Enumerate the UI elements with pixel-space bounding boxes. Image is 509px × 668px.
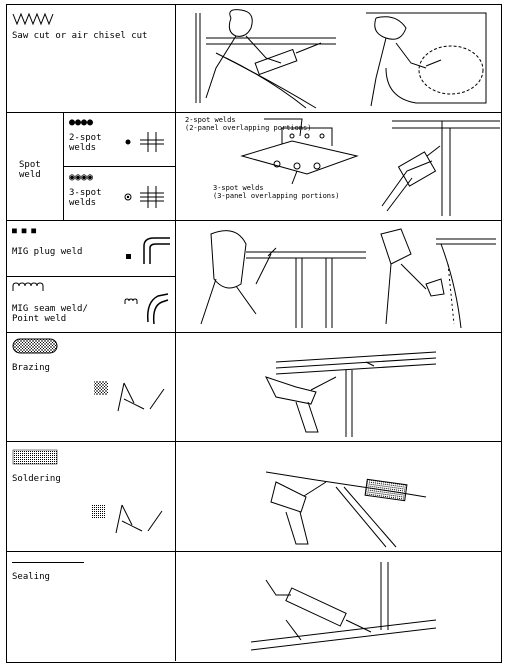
three-spot-callout: 3-spot welds (3-panel overlapping portions) bbox=[213, 184, 340, 200]
mig-subrow-divider bbox=[6, 276, 175, 277]
two-spot-label: 2-spot welds bbox=[69, 133, 102, 153]
mig-plug-label: MIG plug weld bbox=[12, 247, 83, 257]
saw-cut-label: Saw cut or air chisel cut bbox=[12, 31, 148, 41]
soldering-illustration bbox=[256, 452, 436, 547]
seam-weld-symbol-icon bbox=[12, 282, 44, 292]
three-spot-label: 3-spot welds bbox=[69, 188, 102, 208]
plug-weld-symbol: ■ ■ ■ bbox=[12, 226, 37, 235]
two-spot-symbol: ●●●● bbox=[69, 117, 94, 128]
soldering-symbol-icon bbox=[12, 449, 58, 465]
three-spot-diagram-icon bbox=[124, 184, 168, 210]
brazing-label: Brazing bbox=[12, 363, 50, 373]
brazing-illustration bbox=[256, 342, 436, 437]
spot-weld-illustration bbox=[182, 116, 500, 218]
spot-subrow-divider bbox=[63, 166, 175, 167]
plug-weld-torch-icon bbox=[126, 236, 171, 268]
brazing-symbol-icon bbox=[12, 338, 58, 354]
three-spot-symbol: ◉◉◉◉ bbox=[69, 172, 94, 183]
row-divider bbox=[6, 332, 501, 333]
saw-cut-illustration bbox=[186, 8, 486, 108]
brazing-torch-icon bbox=[94, 379, 166, 415]
row-divider bbox=[6, 441, 501, 442]
row-divider bbox=[6, 220, 501, 221]
sealing-label: Sealing bbox=[12, 572, 50, 582]
soldering-iron-icon bbox=[92, 501, 164, 537]
zigzag-symbol-icon bbox=[13, 12, 53, 26]
spot-weld-label: Spot weld bbox=[19, 160, 41, 180]
sealing-symbol-line bbox=[12, 562, 84, 563]
row-divider bbox=[6, 551, 501, 552]
welding-symbols-table bbox=[6, 4, 502, 664]
two-spot-diagram-icon bbox=[124, 130, 168, 154]
soldering-label: Soldering bbox=[12, 474, 61, 484]
two-spot-callout: 2-spot welds (2-panel overlapping portions) bbox=[185, 116, 312, 132]
seam-weld-torch-icon bbox=[124, 292, 170, 328]
mig-weld-illustration bbox=[186, 224, 496, 328]
mig-seam-label: MIG seam weld/ Point weld bbox=[12, 304, 88, 324]
sealing-illustration bbox=[246, 560, 436, 656]
row-divider bbox=[6, 112, 501, 113]
